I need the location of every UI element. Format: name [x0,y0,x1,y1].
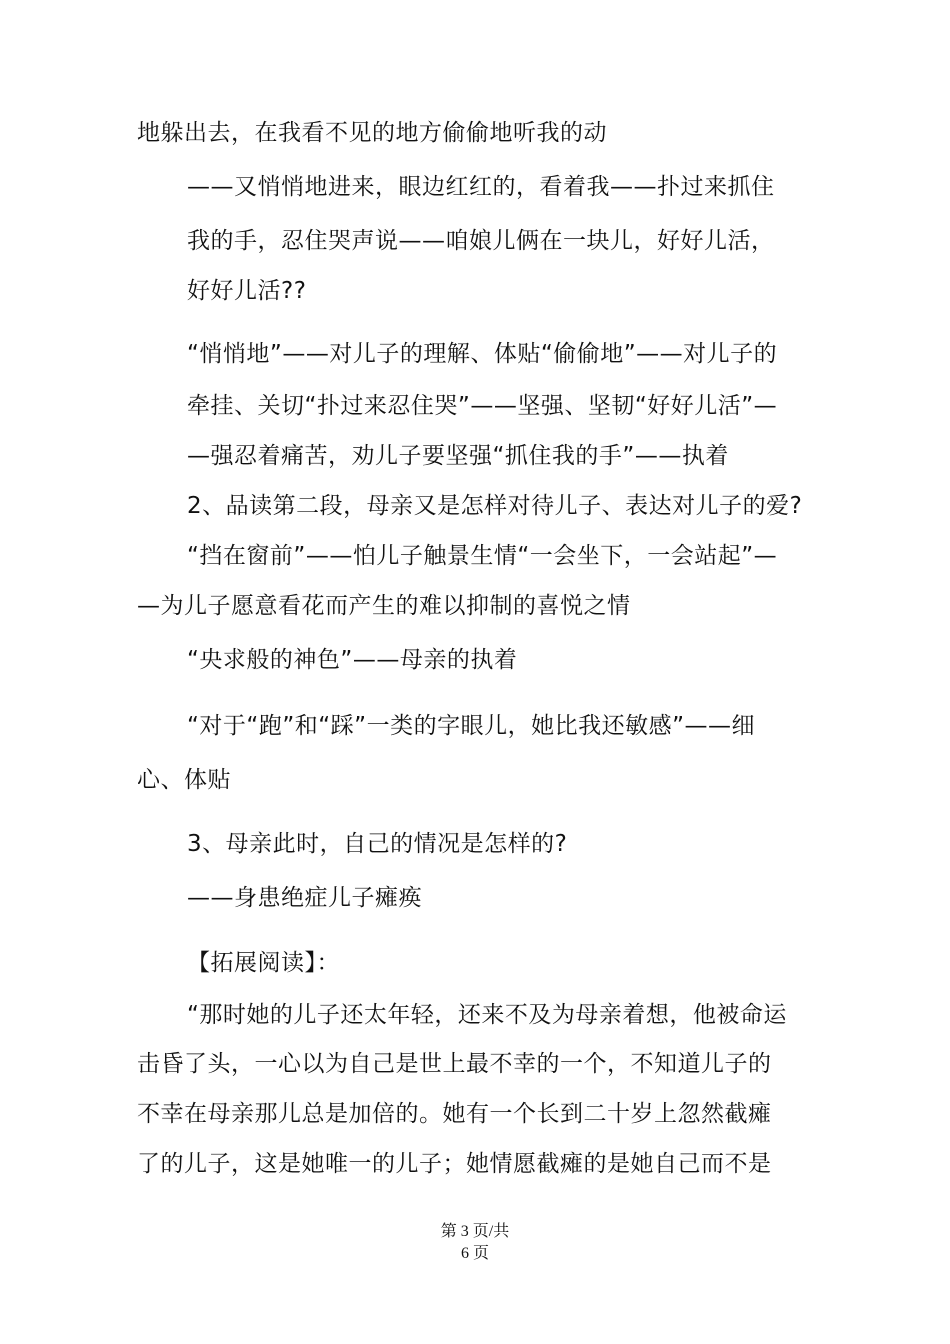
text-line-20: 了的儿子，这是她唯一的儿子；她情愿截瘫的是她自己而不是 [137,1151,772,1177]
page-number-line-2: 6 页 [460,1245,489,1262]
text-line-19: 不幸在母亲那儿总是加倍的。她有一个长到二十岁上忽然截瘫 [137,1101,772,1127]
text-line-10: —为儿子愿意看花而产生的难以抑制的喜悦之情 [137,593,631,619]
text-line-12: “对于“跑”和“踩”一类的字眼儿，她比我还敏感”——细 [187,713,755,739]
text-line-13: 心、体贴 [137,767,231,793]
text-line-3: 我的手，忍住哭声说——咱娘儿俩在一块儿，好好儿活， [187,228,775,254]
text-line-4: 好好儿活?? [187,278,307,304]
text-line-15: ——身患绝症儿子瘫痪 [187,885,422,911]
text-line-9: “挡在窗前”——怕儿子触景生情“一会坐下，一会站起”— [187,543,778,569]
page-number-line-1: 第 3 页/共 [440,1223,510,1240]
text-line-8: 2、品读第二段，母亲又是怎样对待儿子、表达对儿子的爱? [187,493,803,519]
text-line-5: “悄悄地”——对儿子的理解、体贴“偷偷地”——对儿子的 [187,341,778,367]
section-heading: 【拓展阅读】： [187,950,340,976]
text-line-18: 击昏了头，一心以为自己是世上最不幸的一个，不知道儿子的 [137,1051,772,1077]
text-line-2: ——又悄悄地进来，眼边红红的，看着我——扑过来抓住 [187,174,775,200]
text-line-14: 3、母亲此时，自己的情况是怎样的? [187,831,568,857]
text-line-6: 牵挂、关切“扑过来忍住哭”——坚强、坚韧“好好儿活”— [187,393,778,419]
text-line-11: “央求般的神色”——母亲的执着 [187,647,518,673]
text-line-1: 地躲出去，在我看不见的地方偷偷地听我的动 [137,120,607,146]
text-line-17: “那时她的儿子还太年轻，还来不及为母亲着想，他被命运 [187,1002,787,1028]
text-line-7: —强忍着痛苦，劝儿子要坚强“抓住我的手”——执着 [187,443,729,469]
